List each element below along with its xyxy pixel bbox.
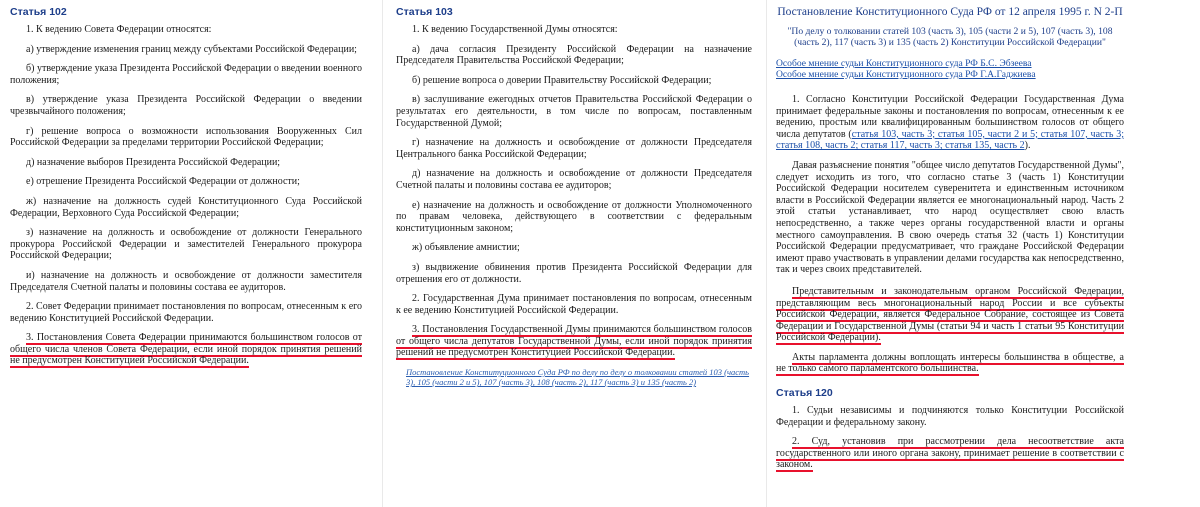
dissent-link-ebzeev[interactable]: Особое мнение судьи Конституционного суда РФ Б.С. Эбзеева xyxy=(776,58,1032,69)
article-103-part-3 xyxy=(396,324,752,359)
article-paragraph: 2. Государственная Дума принимает постановления по вопросам, отнесенным к ее ведению Конституцией Российской Федерации. xyxy=(396,293,752,316)
ruling-highlight-1: Представительным и законодательным органом Российской Федерации, представляющим весь многонациональный народ России и все субъекты Российской Федерации, является Федеральное Собрание, состоящее из Совета Федерации и Государственной Думы (статьи 94 и часть 1 статьи 95 Конституции Российской Федерации). xyxy=(776,285,1124,344)
article-paragraph: 1. К ведению Государственной Думы относятся: xyxy=(412,24,618,35)
article-paragraph: и) назначение на должность и освобождение от должности заместителя Председателя Счетной палаты и половины состава ее аудиторов. xyxy=(10,269,362,293)
ruling-paragraph-3 xyxy=(776,286,1124,344)
article-paragraph: в) заслушивание ежегодных отчетов Правительства Российской Федерации о результатах его деятельности, в том числе по вопросам, поставленным Государственной Думой; xyxy=(396,94,752,129)
article-102-panel xyxy=(0,0,372,375)
article-103-panel xyxy=(392,0,760,387)
article-paragraph: а) утверждение изменения границ между субъектами Российской Федерации; xyxy=(26,43,357,55)
article-paragraph: е) отрешение Президента Российской Федерации от должности; xyxy=(26,176,300,188)
ruling-p1-article-links[interactable]: статья 103, часть 3; статья 105, части 2 и 5; статья 107, часть 3; статья 108, часть 2; статья 117, часть 3; статья 135, часть 2 xyxy=(776,128,1124,152)
article-paragraph: б) утверждение указа Президента Российской Федерации о введении военного положения; xyxy=(10,63,362,86)
ruling-p1-text: 1. Согласно Конституции Российской Федерации Государственная Дума принимает федеральные законы и постановления по вопросам, отнесенным к ее ведению, простым или квалифицированным большинством голосов от общего числа депутатов ( xyxy=(776,94,1124,140)
ruling-paragraph-1 xyxy=(776,94,1124,152)
article-102-body xyxy=(10,24,362,324)
article-paragraph: 1. К ведению Совета Федерации относятся: xyxy=(26,24,212,35)
article-paragraph: ж) объявление амнистии; xyxy=(412,242,520,254)
article-102-part-3 xyxy=(10,332,362,367)
ruling-paragraph-4 xyxy=(776,352,1124,375)
article-103-highlight: 3. Постановления Государственной Думы принимаются большинством голосов от общего числа депутатов Государственной Думы, если иной порядок принятия решений не предусмотрен Конституцией Российской Федерации. xyxy=(396,324,752,359)
article-paragraph: д) назначение на должность и освобождение от должности Председателя Счетной палаты и половины состава ее аудиторов; xyxy=(396,168,752,191)
ruling-paragraph-2: Давая разъяснение понятия "общее число депутатов Государственной Думы", следует исходить из того, что согласно статье 3 (часть 1) Конституции Российской Федерации носителем суверенитета и единственным источником власти в Российской Федерации является ее многонациональный народ. Часть 2 этой статьи устанавливает, что народ осуществляет свою власть непосредственно, а также через органы государственной власти и органы местного самоуправления. В свою очередь статья 32 (часть 1) Конституции Российской Федерации предусматривает, что граждане Российской Федерации имеют право участвовать в управлении делами государства как непосредственно, так и через своих представителей. xyxy=(776,159,1124,276)
court-ruling-panel xyxy=(772,0,1128,479)
ruling-highlight-2: Акты парламента должны воплощать интересы большинства в обществе, а не только самого парламентского большинства. xyxy=(776,351,1124,375)
article-120-part-2 xyxy=(776,436,1124,471)
article-paragraph: д) назначение выборов Президента Российской Федерации; xyxy=(26,156,281,168)
article-paragraph: г) решение вопроса о возможности использования Вооруженных Сил Российской Федерации за пределами территории Российской Федерации; xyxy=(10,125,362,149)
article-102-title: Статья 102 xyxy=(10,6,67,18)
article-paragraph: в) утверждение указа Президента Российской Федерации о введении чрезвычайного положения; xyxy=(10,94,362,117)
ruling-subheader: "По делу о толковании статей 103 (часть 3), 105 (части 2 и 5), 107 (часть 3), 108 (часть 2), 117 (часть 3) и 135 (часть 2) Конституции Российской Федерации" xyxy=(787,26,1113,48)
article-paragraph: е) назначение на должность и освобождение от должности Уполномоченного по правам человека, действующего в соответствии с федеральным конституционным законом; xyxy=(396,199,752,234)
article-paragraph: ж) назначение на должность судей Конституционного Суда Российской Федерации, Верховного Суда Российской Федерации; xyxy=(10,195,362,219)
article-paragraph: з) выдвижение обвинения против Президента Российской Федерации для отрешения его от должности. xyxy=(396,261,752,285)
article-120-part-1: 1. Судьи независимы и подчиняются только Конституции Российской Федерации и федеральному закону. xyxy=(776,405,1124,428)
article-paragraph: 2. Совет Федерации принимает постановления по вопросам, отнесенным к его ведению Конституцией Российской Федерации. xyxy=(10,301,362,324)
divider xyxy=(766,0,767,507)
article-103-body xyxy=(396,24,752,316)
article-120-title: Статья 120 xyxy=(776,387,833,400)
article-102-highlight: 3. Постановления Совета Федерации принимаются большинством голосов от общего числа членов Совета Федерации, если иной порядок принятия решений не предусмотрен Конституцией Российской Федерации. xyxy=(10,332,362,367)
article-103-title: Статья 103 xyxy=(396,6,453,18)
ruling-p1-end: ). xyxy=(1024,140,1031,152)
dissent-link-gadzhiev[interactable]: Особое мнение судьи Конституционного суда РФ Г.А.Гаджиева xyxy=(776,69,1036,80)
article-paragraph: б) решение вопроса о доверии Правительству Российской Федерации; xyxy=(412,74,712,86)
ruling-header: Постановление Конституционного Суда РФ от 12 апреля 1995 г. N 2-П xyxy=(777,6,1123,18)
divider xyxy=(382,0,383,507)
ruling-highlight-3: 2. Суд, установив при рассмотрении дела несоответствие акта государственного или иного органа закону, принимает решение в соответствии с законом. xyxy=(776,436,1124,471)
article-paragraph: з) назначение на должность и освобождение от должности Генерального прокурора Российской Федерации и заместителей Генерального прокурора Российской Федерации; xyxy=(10,227,362,262)
article-paragraph: г) назначение на должность и освобождение от должности Председателя Центрального банка Российской Федерации; xyxy=(396,137,752,160)
article-paragraph: а) дача согласия Президенту Российской Федерации на назначение Председателя Правительства Российской Федерации; xyxy=(396,43,752,67)
court-ruling-link[interactable]: Постановление Конституционного Суда РФ по делу по делу о толковании статей 103 (часть 3), 105 (части 2 и 5), 107 (часть 3), 108 (часть 2), 117 (часть 3) и 135 (часть 2) xyxy=(406,367,750,388)
